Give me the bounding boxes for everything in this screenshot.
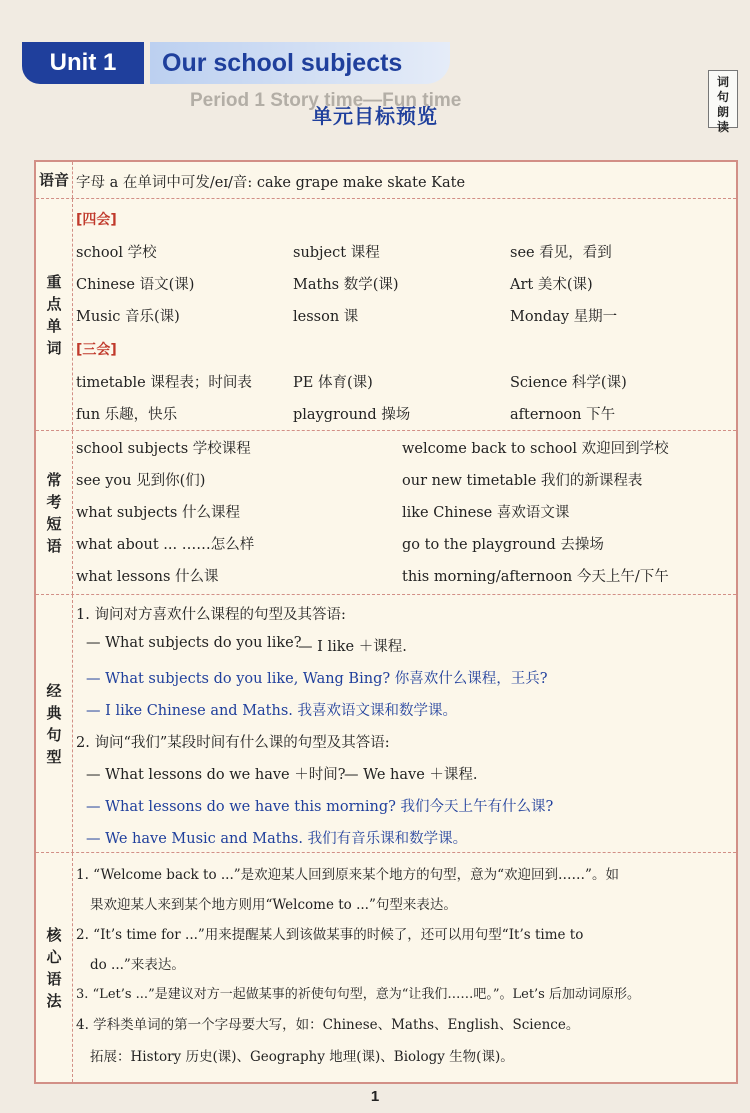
side-tab-char: 句	[716, 90, 729, 104]
phrase: what about ... ……怎么样	[76, 537, 255, 553]
phrase: welcome back to school 欢迎回到学校	[402, 441, 669, 457]
row-phrases	[36, 430, 736, 594]
vocab-word: Chinese 语文(课)	[76, 277, 195, 293]
phrase: what lessons 什么课	[76, 569, 219, 585]
unit-title: Our school subjects	[162, 49, 403, 77]
label-char: 语	[46, 536, 62, 555]
page-number: 1	[370, 1088, 380, 1105]
example-sentence: — What lessons do we have this morning? 我们今天上午有什么课?	[86, 799, 554, 815]
label-char: 单	[46, 316, 62, 335]
vocab-word: Music 音乐(课)	[76, 309, 180, 325]
vocab-word: subject 课程	[293, 245, 380, 261]
sentence-pattern-heading: 2. 询问“我们”某段时间有什么课的句型及其答语:	[76, 735, 390, 751]
label-char: 考	[46, 492, 62, 511]
sentence-pattern: — What lessons do we have ＋时间?	[86, 767, 346, 783]
phrase: school subjects 学校课程	[76, 441, 251, 457]
vocab-word: timetable 课程表；时间表	[76, 375, 252, 391]
label-char: 型	[46, 747, 62, 766]
label-char: 点	[46, 294, 62, 313]
grammar-extension: 拓展：History 历史(课)、Geography 地理(课)、Biology 生物(课)。	[90, 1049, 514, 1065]
unit-banner	[22, 38, 442, 86]
example-sentence: — What subjects do you like, Wang Bing? 你喜欢什么课程，王兵?	[86, 671, 548, 687]
vocab-word: fun 乐趣，快乐	[76, 407, 178, 423]
row-label	[36, 199, 73, 430]
row-grammar	[36, 852, 736, 1082]
section-title: 单元目标预览	[312, 104, 438, 128]
vocab-word: Science 科学(课)	[510, 375, 627, 391]
example-sentence: — I like Chinese and Maths. 我喜欢语文课和数学课。	[86, 703, 458, 719]
row-label: 语音	[36, 162, 73, 198]
label-char: 法	[46, 991, 62, 1010]
row-label	[36, 431, 73, 594]
label-char: 经	[46, 681, 62, 700]
label-char: 心	[46, 947, 62, 966]
vocab-word: Maths 数学(课)	[293, 277, 399, 293]
sentence-pattern: — What subjects do you like?	[86, 635, 302, 651]
grammar-point: 果欢迎某人来到某个地方则用“Welcome to ...”句型来表达。	[90, 897, 457, 913]
phrase: our new timetable 我们的新课程表	[402, 473, 643, 489]
phrase: like Chinese 喜欢语文课	[402, 505, 570, 521]
vocab-word: Art 美术(课)	[510, 277, 593, 293]
phrase: this morning/afternoon 今天上午/下午	[402, 569, 669, 585]
label-char: 语	[46, 969, 62, 988]
phrase: see you 见到你(们)	[76, 473, 206, 489]
side-tab-char: 读	[716, 120, 729, 134]
sentence-pattern: — We have ＋课程.	[344, 767, 478, 783]
row-sentences	[36, 594, 736, 852]
grammar-point: 4. 学科类单词的第一个字母要大写，如：Chinese、Maths、English、Science。	[76, 1017, 580, 1033]
side-tab-char: 朗	[716, 105, 729, 119]
sentence-pattern-heading: 1. 询问对方喜欢什么课程的句型及其答语:	[76, 607, 346, 623]
level-four-heading: [四会]	[76, 212, 117, 228]
level-three-heading: [三会]	[76, 342, 117, 358]
phrase: what subjects 什么课程	[76, 505, 240, 521]
vocab-word: see 看见，看到	[510, 245, 612, 261]
grammar-point: 2. “It’s time for ...”用来提醒某人到该做某事的时候了，还可以用句型“It’s time to	[76, 927, 584, 943]
side-tab-char: 词	[716, 75, 729, 89]
row-pronunciation	[36, 162, 736, 198]
vocab-word: school 学校	[76, 245, 157, 261]
pronunciation-text: 字母 a 在单词中可发/eɪ/音: cake grape make skate Kate	[76, 175, 466, 191]
sentence-pattern: — I like ＋课程.	[298, 639, 407, 655]
label-char: 句	[46, 725, 62, 744]
row-vocabulary	[36, 198, 736, 430]
grammar-point: 3. “Let’s ...”是建议对方一起做某事的祈使句句型，意为“让我们……吧。”。Let’s 后加动词原形。	[76, 987, 640, 1002]
label-char: 典	[46, 703, 62, 722]
vocab-word: playground 操场	[293, 407, 411, 423]
vocab-word: lesson 课	[293, 309, 359, 325]
vocab-word: PE 体育(课)	[293, 375, 373, 391]
label-char: 常	[46, 470, 62, 489]
label-char: 重	[46, 272, 62, 291]
phrase: go to the playground 去操场	[402, 537, 604, 553]
bleed-through-heading: Period 1 Story time—Fun time	[190, 90, 462, 111]
grammar-point: do ...”来表达。	[90, 957, 185, 973]
unit-badge: Unit 1	[22, 42, 144, 84]
overview-table	[34, 160, 738, 1084]
label-char: 短	[46, 514, 62, 533]
row-label	[36, 595, 73, 852]
label-char: 词	[46, 338, 62, 357]
example-sentence: — We have Music and Maths. 我们有音乐课和数学课。	[86, 831, 468, 847]
vocab-word: Monday 星期一	[510, 309, 618, 325]
row-label	[36, 853, 73, 1082]
vocab-word: afternoon 下午	[510, 407, 616, 423]
label-char: 核	[46, 925, 62, 944]
grammar-point: 1. “Welcome back to ...”是欢迎某人回到原来某个地方的句型，意为“欢迎回到……”。如	[76, 867, 619, 883]
